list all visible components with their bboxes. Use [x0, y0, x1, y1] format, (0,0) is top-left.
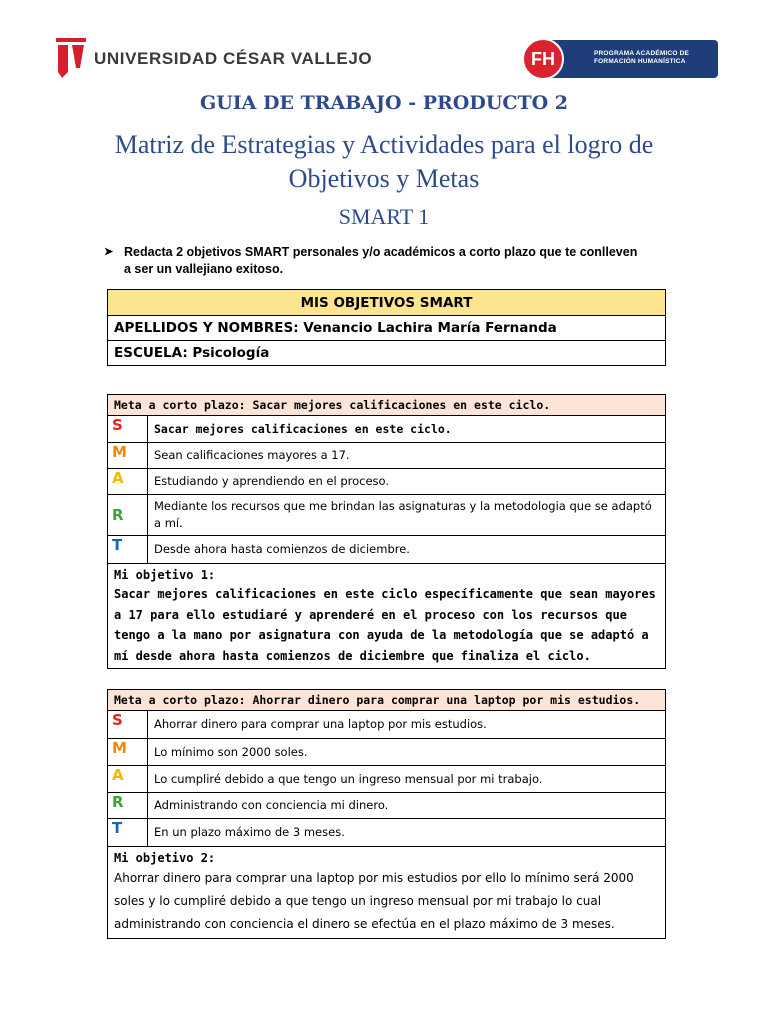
student-names: APELLIDOS Y NOMBRES: Venancio Lachira María Fernanda [108, 316, 666, 341]
smart-letter-m: M [108, 739, 148, 766]
arrow-bullet-icon: ➤ [104, 246, 114, 258]
objective-text: Ahorrar dinero para comprar una laptop por mis estudios por ello lo mínimo será 2000 soles y lo cumpliré debido a que tengo un ingreso mensual por mi trabajo lo cual administrando con conciencia el dinero se efectúa en el plazo máximo de 3 meses. [114, 871, 634, 931]
objective-text: Sacar mejores calificaciones en este ciclo específicamente que sean mayores a 17 para ello estudiaré y aprenderé en el proceso con los recursos que tengo a la mano por asignatura con ayuda de la metodología que se adaptó a mí desde ahora hasta comienzos de diciembre que finaliza el ciclo. [114, 587, 656, 663]
smart-text-s: Ahorrar dinero para comprar una laptop por mis estudios. [148, 711, 666, 739]
smart-letter-a: A [108, 469, 148, 495]
smart-letter-a: A [108, 766, 148, 793]
smart-row-t [108, 819, 666, 847]
smart-text-t: Desde ahora hasta comienzos de diciembre. [148, 536, 666, 564]
smart-text-m: Sean calificaciones mayores a 17. [148, 443, 666, 469]
fh-mark: FH [522, 38, 564, 80]
goal-meta: Meta a corto plazo: Sacar mejores calificaciones en este ciclo. [108, 395, 666, 416]
objective-label: Mi objetivo 2: [114, 851, 216, 865]
instruction-text: Redacta 2 objetivos SMART personales y/o académicos a corto plazo que te conlleven a ser un vallejiano exitoso. [124, 245, 638, 276]
smart-text-m: Lo mínimo son 2000 soles. [148, 739, 666, 766]
smart-row-m [108, 443, 666, 469]
smart-text-r: Mediante los recursos que me brindan las asignaturas y la metodologia que se adaptó a mí. [148, 495, 666, 536]
objective-cell [108, 564, 666, 669]
info-table [107, 289, 666, 366]
smart-letter-m: M [108, 443, 148, 469]
smart-letter-s: S [108, 416, 148, 443]
goal-meta: Meta a corto plazo: Ahorrar dinero para comprar una laptop por mis estudios. [108, 690, 666, 711]
smart-text-r: Administrando con conciencia mi dinero. [148, 793, 666, 819]
smart-title: SMART 1 [338, 204, 430, 229]
smart-row-s [108, 416, 666, 443]
smart-text-s: Sacar mejores calificaciones en este ciclo. [148, 416, 666, 443]
ucv-shield-icon [56, 38, 86, 80]
smart-row-r [108, 793, 666, 819]
smart-text-t: En un plazo máximo de 3 meses. [148, 819, 666, 847]
student-school: ESCUELA: Psicología [108, 341, 666, 366]
objective-label: Mi objetivo 1: [114, 568, 216, 582]
smart-table-1 [107, 394, 666, 669]
instruction [104, 244, 644, 278]
smart-row-t [108, 536, 666, 564]
smart-row-m [108, 739, 666, 766]
smart-text-a: Lo cumpliré debido a que tengo un ingreso mensual por mi trabajo. [148, 766, 666, 793]
fh-program-name: PROGRAMA ACADÉMICO DE FORMACIÓN HUMANÍSTICA [594, 50, 690, 65]
fh-logo [522, 38, 718, 80]
smart-letter-t: T [108, 819, 148, 847]
smart-letter-s: S [108, 711, 148, 739]
smart-table-2 [107, 689, 666, 939]
objective-cell [108, 847, 666, 939]
document-header [0, 0, 768, 90]
smart-letter-t: T [108, 536, 148, 564]
university-name: UNIVERSIDAD CÉSAR VALLEJO [94, 49, 373, 68]
smart-row-s [108, 711, 666, 739]
ucv-logo [56, 38, 372, 80]
matrix-title: Matriz de Estrategias y Actividades para el logro de Objetivos y Metas [114, 130, 654, 193]
smart-row-a [108, 469, 666, 495]
smart-letter-r: R [108, 495, 148, 536]
smart-row-a [108, 766, 666, 793]
info-heading: MIS OBJETIVOS SMART [108, 290, 666, 316]
guide-title: GUIA DE TRABAJO - PRODUCTO 2 [199, 92, 569, 114]
smart-letter-r: R [108, 793, 148, 819]
smart-row-r [108, 495, 666, 536]
smart-text-a: Estudiando y aprendiendo en el proceso. [148, 469, 666, 495]
